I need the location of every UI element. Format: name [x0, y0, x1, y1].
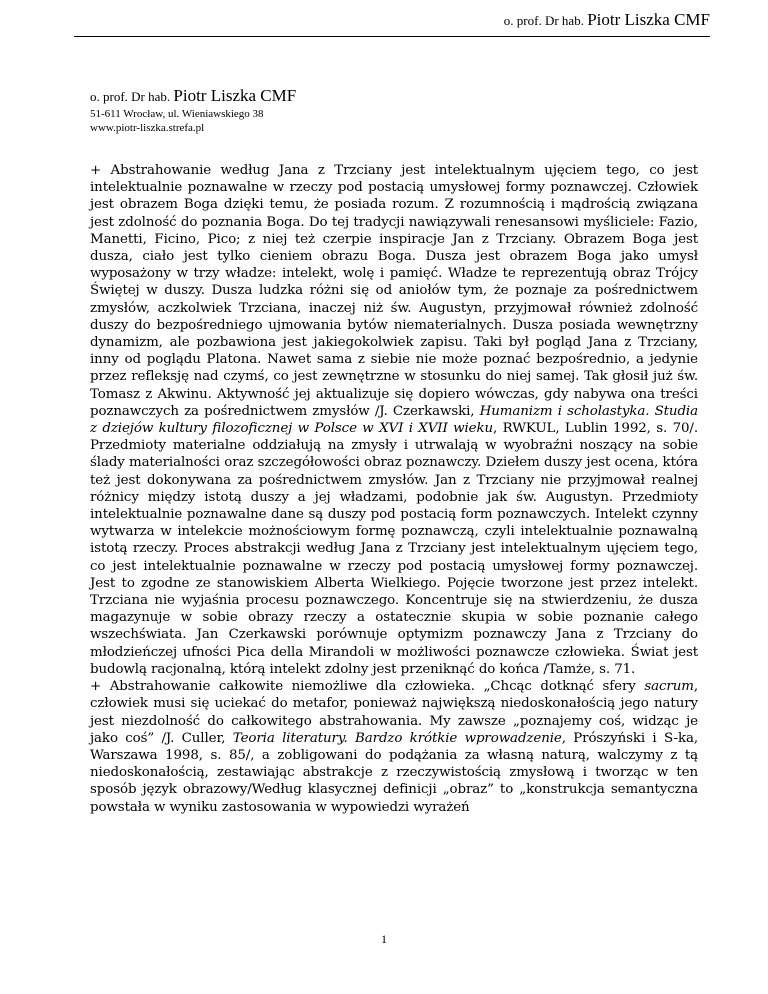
paragraph-1-book-title: Humanizm i scholastyka. Studia z dziejów kultury filozoficznej w Polsce w XVI i XVII wieku	[90, 403, 698, 437]
author-block	[90, 86, 296, 135]
author-address: 51-611 Wrocław, ul. Wieniawskiego 38	[90, 108, 264, 120]
page-number: 1	[381, 932, 387, 946]
author-name: Piotr Liszka CMF	[173, 86, 297, 105]
paragraph-1	[90, 162, 698, 678]
header-title-prefix: o. prof. Dr hab.	[503, 13, 584, 28]
paragraph-2-term: sacrum	[644, 679, 694, 695]
paragraph-1-text-b: , RWKUL, Lublin 1992, s. 70/. Przedmioty materialne oddziałują na zmysły i utrwalają w wyobraźni noszący na sobie ślady materialności oraz szczegółowości obraz poznawczy. Dziełem duszy jest ocena, która też jest dokonywana za pośrednictwem zmysłów. Jan z Trzciany nie przyjmował realnej różnicy między istotą duszy a jej władzami, podobnie jak św. Augustyn. Przedmioty intelektualnie poznawalne dane są duszy pod postacią form poznawczych. Intelekt czynny wytwarza w intelekcie możnościowym formę poznawczą, czyli intelektualnie poznawalną istotą rzeczy. Proces abstrakcji według Jana z Trzciany jest intelektualnym ujęciem tego, co jest intelektualnie poznawalne w rzeczy pod postacią umysłowej formy poznawczej. Jest to zgodne ze stanowiskiem Alberta Wielkiego. Pojęcie tworzone jest przez intelekt. Trzciana nie wyjaśnia procesu poznawczego. Koncentruje się na stwierdzeniu, że dusza magazynuje w sobie obrazy rzeczy a ostatecznie skupia w sobie poznanie całego wszechświata. Jan Czerkawski porównuje optymizm poznawczy Jana z Trzciany do młodzieńczej ufności Pica della Mirandoli w możliwości poznawcze człowieka. Świat jest budowlą racjonalną, którą intelekt zdolny jest przeniknąć do końca /Tamże, s. 71.	[90, 421, 698, 677]
document-body	[90, 162, 698, 816]
running-header	[504, 10, 710, 30]
header-author-name: Piotr Liszka CMF	[587, 10, 710, 29]
author-line	[90, 86, 296, 107]
author-title-prefix: o. prof. Dr hab.	[90, 89, 171, 104]
paragraph-2-text-c: , Prószyński i S-ka, Warszawa 1998, s. 85/, a zobligowani do podążania za własną naturą, walczymy z tą niedoskonałością, zestawiając abstrakcje z rzeczywistością zmysłową i tworząc w ten sposób język obrazowy/Według klasycznej definicji „obraz” to „konstrukcja semantyczna powstała w wyniku zastosowania w wypowiedzi wyrażeń	[90, 730, 698, 815]
paragraph-2-text-a: + Abstrahowanie całkowite niemożliwe dla człowieka. „Chcąc dotknąć sfery	[90, 679, 645, 695]
paragraph-2-text-b: , człowiek musi się uciekać do metafor, ponieważ największą niedoskonałością jego natury jest niezdolność do całkowitego abstrahowania. My zawsze „poznajemy coś, widząc je jako coś” /J. Culler,	[90, 679, 698, 746]
paragraph-2-book-title: Teoria literatury. Bardzo krótkie wprowadzenie	[232, 730, 562, 746]
author-website: www.piotr-liszka.strefa.pl	[90, 122, 205, 134]
paragraph-2	[90, 678, 698, 816]
header-rule	[74, 36, 710, 37]
paragraph-1-text-a: + Abstrahowanie według Jana z Trzciany jest intelektualnym ujęciem tego, co jest intelektualnie poznawalne w rzeczy pod postacią umysłowej formy poznawczej. Człowiek jest obrazem Boga dzięki temu, że posiada rozum. Z rozumnością i mądrością związana jest zdolność do poznania Boga. Do tej tradycji nawiązywali renesansowi myśliciele: Fazio, Manetti, Ficino, Pico; z niej też czerpie inspiracje Jan z Trzciany. Obrazem Boga jest dusza, ciało jest tylko cieniem obrazu Boga. Dusza jest obrazem Boga jako umysł wyposażony w trzy władze: intelekt, wolę i pamięć. Władze te reprezentują obraz Trójcy Świętej w duszy. Dusza ludzka różni się od aniołów tym, że poznaje za pośrednictwem zmysłów, aczkolwiek Trzciana, inaczej niż św. Augustyn, przyjmował również zdolność duszy do bezpośredniego ujmowania bytów niematerialnych. Dusza posiada wewnętrzny dynamizm, ale pozbawiona jest jakiegokolwiek zapisu. Taki był pogląd Jana z Trzciany, inny od poglądu Platona. Nawet sama z siebie nie może poznać bezpośrednio, a jedynie przez refleksję nad czymś, co jest zewnętrzne w stosunku do niej samej. Tak głosił już św. Tomasz z Akwinu. Aktywność jej aktualizuje się dopiero wówczas, gdy nabywa ona treści poznawczych za pośrednictwem zmysłów /J. Czerkawski,	[90, 163, 698, 419]
